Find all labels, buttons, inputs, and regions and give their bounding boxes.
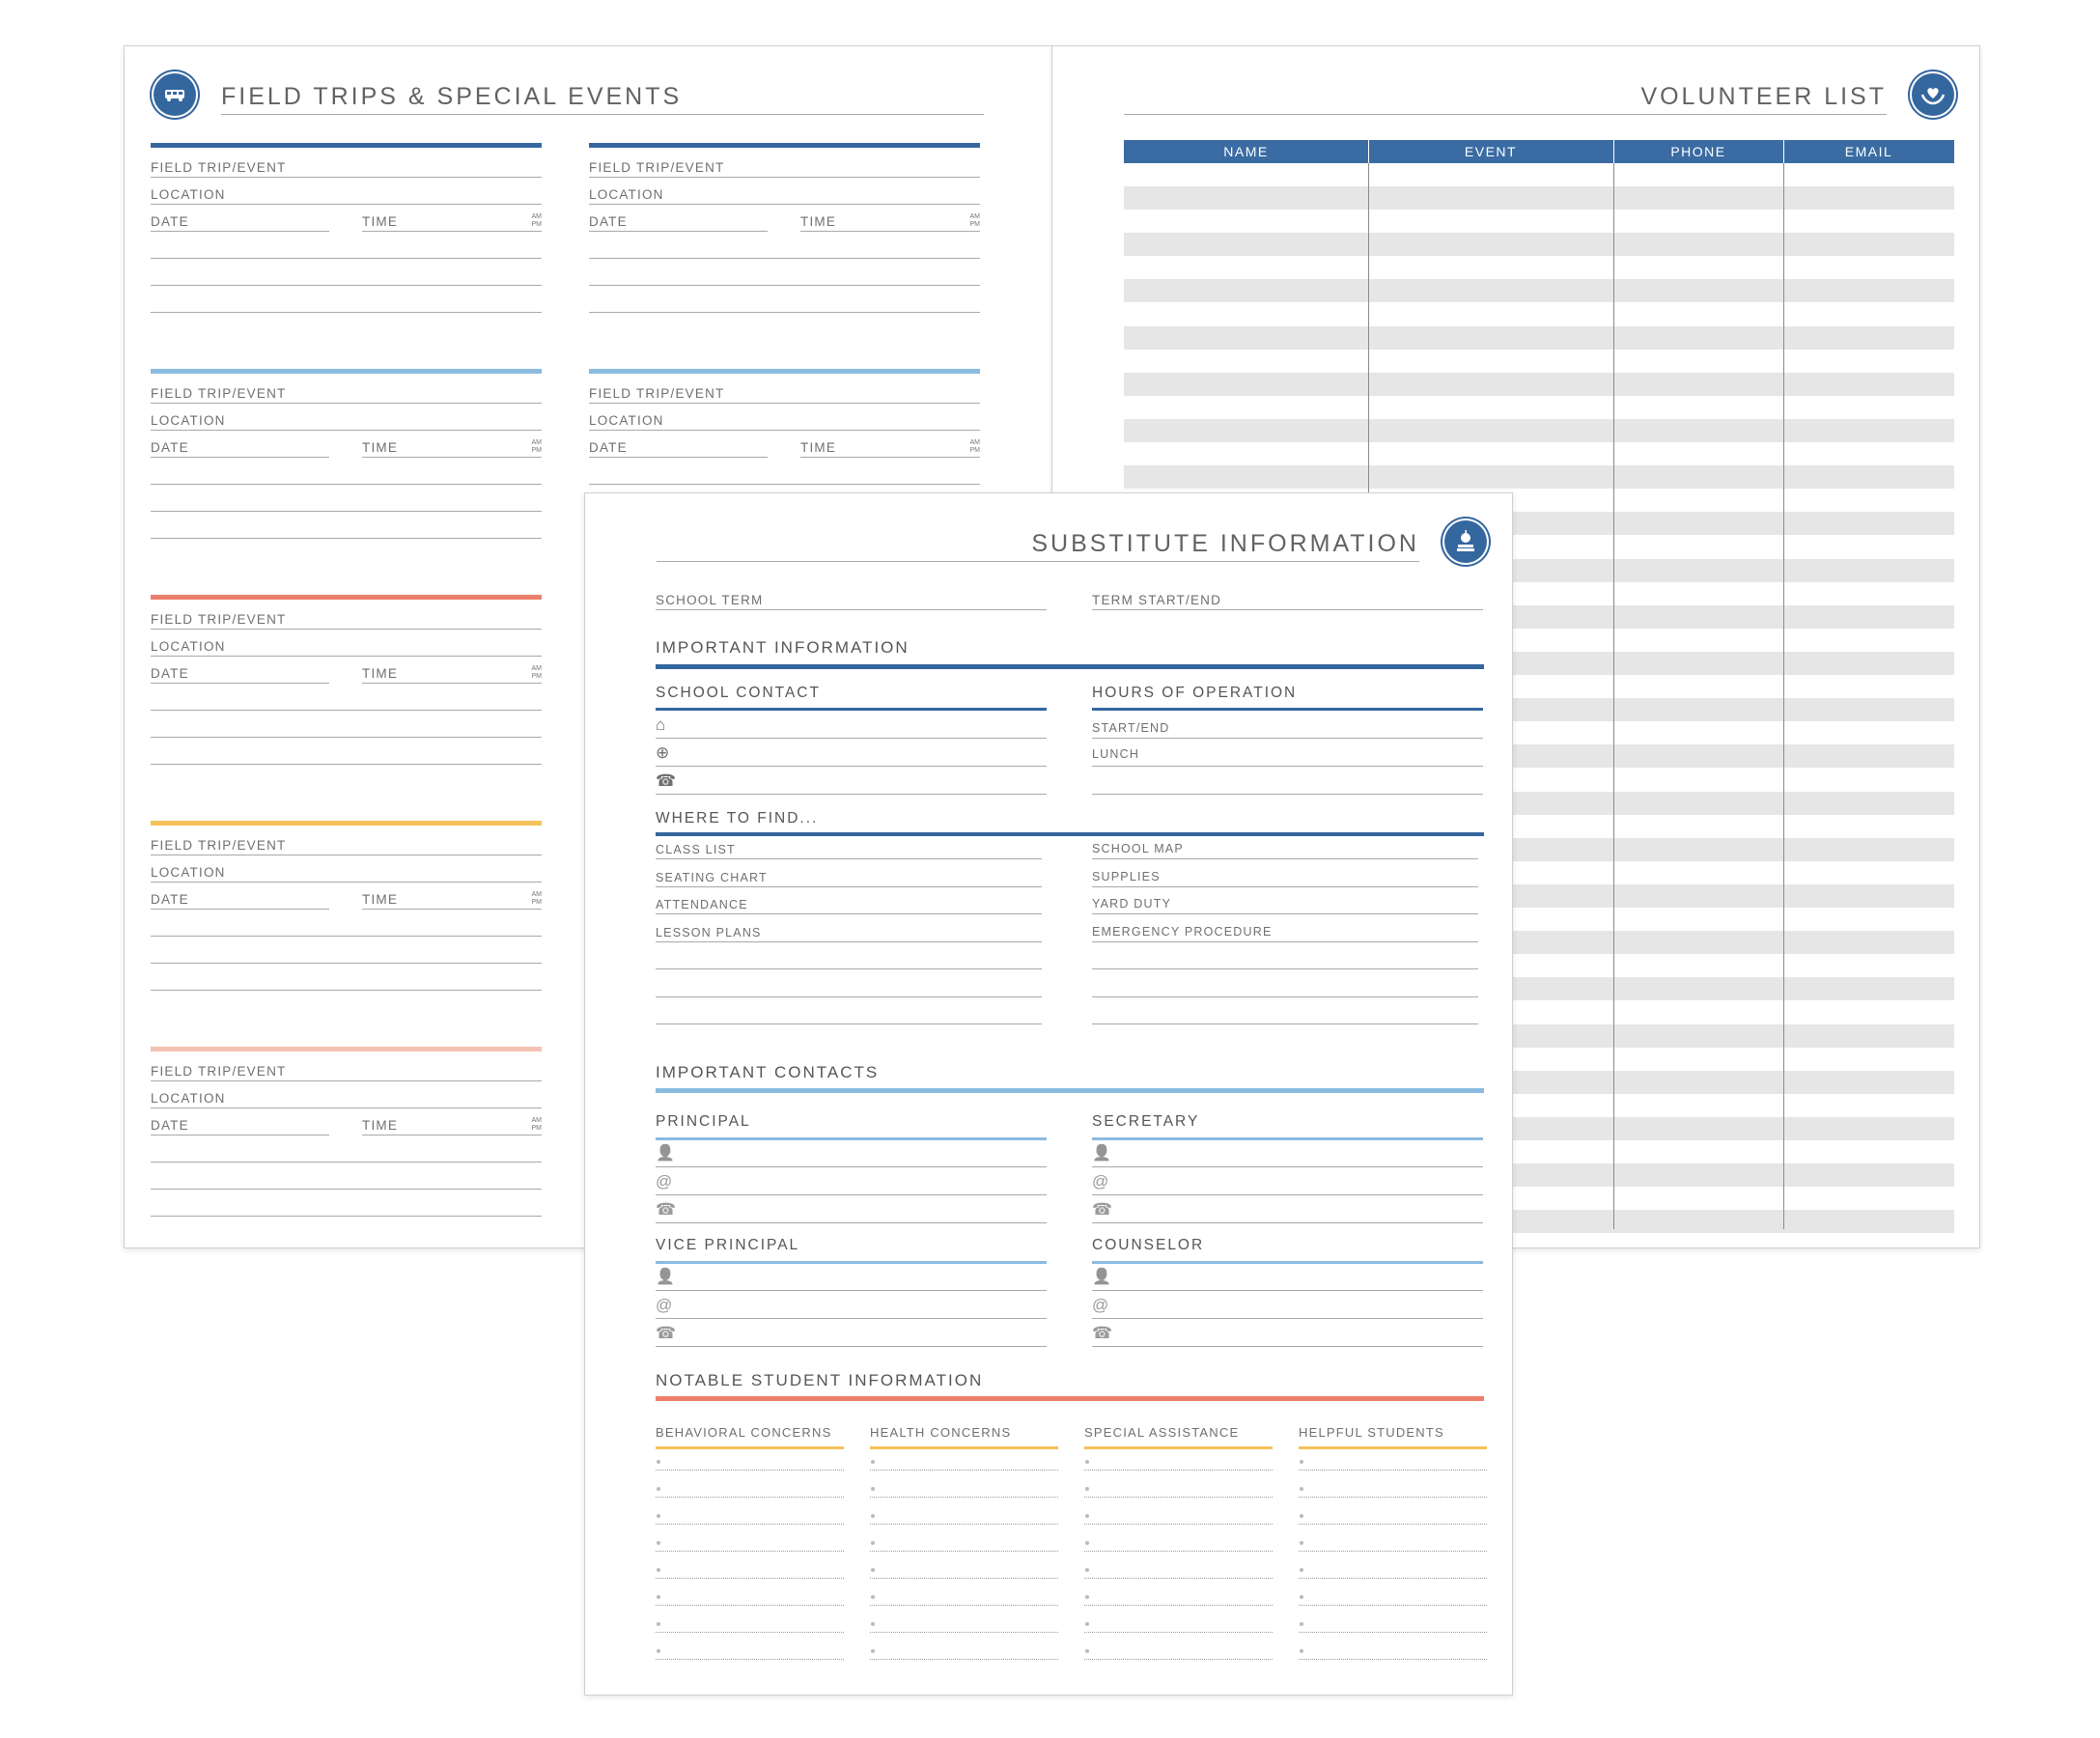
where-field[interactable]: [656, 996, 1042, 997]
bullet-dot: [871, 1568, 875, 1572]
student-note-line[interactable]: [1084, 1578, 1273, 1579]
location-field[interactable]: [589, 204, 980, 205]
am-pm-marker: [520, 665, 542, 681]
event-color-bar: [151, 369, 542, 374]
where-item-label: ATTENDANCE: [656, 898, 748, 911]
pm-label: PM: [531, 447, 542, 454]
student-note-line[interactable]: [870, 1659, 1058, 1660]
contact-title: VICE PRINCIPAL: [656, 1237, 800, 1253]
bullet-dot: [657, 1541, 660, 1545]
heart-hands-icon: [1912, 73, 1954, 116]
contact-title: COUNSELOR: [1092, 1237, 1205, 1253]
student-note-line[interactable]: [870, 1551, 1058, 1552]
time-field[interactable]: [362, 457, 542, 458]
event-color-bar: [151, 595, 542, 600]
column-header: EMAIL: [1783, 140, 1954, 163]
location-label: LOCATION: [151, 413, 226, 428]
time-label: TIME: [362, 666, 399, 681]
where-item-label: SEATING CHART: [656, 870, 768, 884]
time-field[interactable]: [800, 457, 980, 458]
where-field[interactable]: [656, 913, 1042, 914]
am-label: AM: [531, 665, 542, 672]
date-field[interactable]: [151, 909, 329, 910]
notes-line[interactable]: [151, 990, 542, 991]
term-start-end-field[interactable]: [1092, 609, 1483, 610]
column-header: EVENT: [1368, 140, 1613, 163]
student-note-line[interactable]: [870, 1605, 1058, 1606]
student-note-line[interactable]: [1299, 1659, 1487, 1660]
bullet-dot: [1300, 1568, 1303, 1572]
student-note-line[interactable]: [1084, 1659, 1273, 1660]
location-label: LOCATION: [589, 187, 664, 202]
bullet-dot: [1085, 1541, 1089, 1545]
table-row[interactable]: [1124, 419, 1954, 442]
where-item-label: SUPPLIES: [1092, 869, 1161, 883]
pm-label: PM: [531, 221, 542, 228]
location-label: LOCATION: [151, 1091, 226, 1106]
phone-icon: ☎: [656, 771, 677, 790]
person-icon: 👤: [1092, 1145, 1111, 1162]
bullet-dot: [1085, 1622, 1089, 1626]
event-color-bar: [589, 143, 980, 148]
notes-line[interactable]: [589, 312, 980, 313]
event-color-bar: [589, 369, 980, 374]
location-field[interactable]: [151, 430, 542, 431]
term-start-end-label: TERM START/END: [1092, 593, 1222, 607]
date-label: DATE: [151, 1118, 189, 1133]
time-label: TIME: [362, 440, 399, 455]
table-row[interactable]: [1124, 233, 1954, 256]
bullet-dot: [657, 1487, 660, 1491]
am-label: AM: [969, 213, 980, 220]
event-color-bar: [151, 143, 542, 148]
am-pm-marker: [520, 891, 542, 907]
notes-line[interactable]: [151, 484, 542, 485]
globe-icon: ⊕: [656, 743, 670, 762]
section-title: NOTABLE STUDENT INFORMATION: [656, 1371, 984, 1389]
person-icon: 👤: [1092, 1269, 1111, 1285]
email-icon: @: [1092, 1172, 1109, 1191]
time-label: TIME: [800, 440, 837, 455]
date-field[interactable]: [151, 231, 329, 232]
bullet-dot: [871, 1541, 875, 1545]
field-trip-label: FIELD TRIP/EVENT: [151, 612, 287, 627]
page-title: SUBSTITUTE INFORMATION: [1031, 530, 1419, 557]
student-note-line[interactable]: [656, 1470, 844, 1471]
bullet-dot: [657, 1460, 660, 1464]
section-title: IMPORTANT CONTACTS: [656, 1063, 880, 1081]
bullet-dot: [1300, 1622, 1303, 1626]
email-icon: @: [656, 1172, 673, 1191]
date-field[interactable]: [151, 457, 329, 458]
field-trip-field[interactable]: [151, 629, 542, 630]
student-column-title: BEHAVIORAL CONCERNS: [656, 1425, 832, 1440]
notes-line[interactable]: [151, 963, 542, 964]
student-note-line[interactable]: [1299, 1497, 1487, 1498]
school-term-label: SCHOOL TERM: [656, 593, 764, 607]
date-label: DATE: [151, 214, 189, 229]
bullet-dot: [871, 1514, 875, 1518]
notes-line[interactable]: [151, 1216, 542, 1217]
time-label: TIME: [362, 892, 399, 907]
am-pm-marker: [520, 213, 542, 229]
where-item-label: YARD DUTY: [1092, 897, 1172, 911]
pm-label: PM: [531, 1125, 542, 1132]
where-field[interactable]: [656, 858, 1042, 859]
where-field[interactable]: [656, 886, 1042, 887]
where-item-label: SCHOOL MAP: [1092, 842, 1184, 855]
table-row[interactable]: [1124, 186, 1954, 210]
time-field[interactable]: [362, 231, 542, 232]
bullet-dot: [1085, 1514, 1089, 1518]
student-note-line[interactable]: [656, 1524, 844, 1525]
student-column-title: SPECIAL ASSISTANCE: [1084, 1425, 1240, 1440]
phone-icon: ☎: [656, 1200, 677, 1219]
bullet-dot: [1300, 1541, 1303, 1545]
student-note-line[interactable]: [656, 1632, 844, 1633]
student-note-line[interactable]: [656, 1578, 844, 1579]
date-label: DATE: [151, 440, 189, 455]
bullet-dot: [871, 1595, 875, 1599]
bullet-dot: [871, 1460, 875, 1464]
date-field[interactable]: [151, 683, 329, 684]
bullet-dot: [657, 1568, 660, 1572]
student-note-line[interactable]: [870, 1632, 1058, 1633]
student-note-line[interactable]: [1084, 1497, 1273, 1498]
column-divider: [1613, 140, 1614, 1229]
bullet-dot: [1300, 1487, 1303, 1491]
student-note-line[interactable]: [870, 1497, 1058, 1498]
student-note-line[interactable]: [1084, 1551, 1273, 1552]
where-field[interactable]: [1092, 886, 1478, 887]
hours-of-operation-label: HOURS OF OPERATION: [1092, 685, 1298, 701]
home-icon: ⌂: [656, 715, 666, 734]
section-title: IMPORTANT INFORMATION: [656, 638, 910, 657]
location-label: LOCATION: [151, 639, 226, 654]
student-note-line[interactable]: [870, 1524, 1058, 1525]
event-color-bar: [151, 821, 542, 826]
time-field[interactable]: [362, 909, 542, 910]
am-label: AM: [531, 1117, 542, 1124]
page-title: VOLUNTEER LIST: [1640, 83, 1887, 110]
bullet-dot: [871, 1622, 875, 1626]
notes-line[interactable]: [151, 764, 542, 765]
notes-line[interactable]: [151, 312, 542, 313]
section-bar: [656, 664, 1484, 669]
where-field[interactable]: [1092, 913, 1478, 914]
am-label: AM: [531, 213, 542, 220]
bullet-dot: [1300, 1649, 1303, 1653]
where-item-label: LESSON PLANS: [656, 925, 762, 939]
field-trip-label: FIELD TRIP/EVENT: [151, 838, 287, 853]
bullet-dot: [1085, 1568, 1089, 1572]
notes-line[interactable]: [589, 484, 980, 485]
bullet-dot: [871, 1487, 875, 1491]
column-divider: [1783, 140, 1784, 1229]
school-term-field[interactable]: [656, 609, 1047, 610]
location-field[interactable]: [151, 1107, 542, 1108]
am-label: AM: [531, 891, 542, 898]
date-field[interactable]: [589, 457, 768, 458]
notes-line[interactable]: [151, 1162, 542, 1163]
notes-line[interactable]: [589, 285, 980, 286]
page-title: FIELD TRIPS & SPECIAL EVENTS: [221, 83, 683, 110]
bullet-dot: [871, 1649, 875, 1653]
bullet-dot: [657, 1622, 660, 1626]
where-field[interactable]: [1092, 858, 1478, 859]
notes-line[interactable]: [151, 1189, 542, 1190]
time-label: TIME: [800, 214, 837, 229]
student-note-line[interactable]: [1299, 1632, 1487, 1633]
bullet-dot: [1085, 1487, 1089, 1491]
student-note-line[interactable]: [870, 1470, 1058, 1471]
date-field[interactable]: [589, 231, 768, 232]
date-label: DATE: [151, 666, 189, 681]
where-field[interactable]: [1092, 941, 1478, 942]
notes-line[interactable]: [151, 538, 542, 539]
substitute-information-page: [584, 492, 1513, 1696]
where-item-label: EMERGENCY PROCEDURE: [1092, 924, 1273, 939]
am-label: AM: [531, 439, 542, 446]
student-note-line[interactable]: [1299, 1551, 1487, 1552]
bus-icon: [154, 73, 196, 116]
student-note-line[interactable]: [1299, 1470, 1487, 1471]
school-contact-label: SCHOOL CONTACT: [656, 685, 821, 701]
am-pm-marker: [520, 439, 542, 455]
bullet-dot: [657, 1595, 660, 1599]
bullet-dot: [1085, 1649, 1089, 1653]
where-field[interactable]: [1092, 1023, 1478, 1024]
location-field[interactable]: [151, 882, 542, 883]
student-note-line[interactable]: [656, 1551, 844, 1552]
am-label: AM: [969, 439, 980, 446]
student-note-line[interactable]: [1299, 1605, 1487, 1606]
field-trip-label: FIELD TRIP/EVENT: [151, 1064, 287, 1079]
am-pm-marker: [520, 1117, 542, 1133]
field-trip-label: FIELD TRIP/EVENT: [589, 160, 725, 175]
bullet-dot: [657, 1514, 660, 1518]
notes-line[interactable]: [151, 258, 542, 259]
student-column-title: HEALTH CONCERNS: [870, 1425, 1012, 1440]
bullet-dot: [1300, 1595, 1303, 1599]
table-row[interactable]: [1124, 326, 1954, 350]
location-label: LOCATION: [151, 187, 226, 202]
time-label: TIME: [362, 1118, 399, 1133]
where-field[interactable]: [656, 941, 1042, 942]
header-divider: [1368, 140, 1369, 163]
field-trip-field[interactable]: [589, 403, 980, 404]
bullet-dot: [1085, 1595, 1089, 1599]
where-item-label: CLASS LIST: [656, 843, 736, 856]
apple-books-icon: [1444, 520, 1487, 563]
email-icon: @: [1092, 1296, 1109, 1314]
where-field[interactable]: [656, 1023, 1042, 1024]
bullet-dot: [657, 1649, 660, 1653]
phone-icon: ☎: [1092, 1324, 1113, 1342]
person-icon: 👤: [656, 1269, 675, 1285]
student-note-line[interactable]: [1299, 1524, 1487, 1525]
location-label: LOCATION: [589, 413, 664, 428]
student-note-line[interactable]: [870, 1578, 1058, 1579]
date-label: DATE: [151, 892, 189, 907]
date-label: DATE: [589, 214, 628, 229]
notes-line[interactable]: [151, 737, 542, 738]
am-pm-marker: [959, 439, 980, 455]
header-divider: [1783, 140, 1784, 163]
contact-title: SECRETARY: [1092, 1113, 1200, 1130]
time-field[interactable]: [800, 231, 980, 232]
field-trip-field[interactable]: [151, 1080, 542, 1081]
field-trip-field[interactable]: [151, 403, 542, 404]
location-label: LOCATION: [151, 865, 226, 880]
column-header: NAME: [1124, 140, 1368, 163]
table-row[interactable]: [1124, 465, 1954, 489]
student-note-line[interactable]: [1084, 1470, 1273, 1471]
date-label: DATE: [589, 440, 628, 455]
notes-line[interactable]: [151, 936, 542, 937]
location-field[interactable]: [151, 656, 542, 657]
header-divider: [1613, 140, 1614, 163]
where-to-find-title: WHERE TO FIND...: [656, 810, 819, 827]
where-field[interactable]: [1092, 968, 1478, 969]
student-note-line[interactable]: [656, 1605, 844, 1606]
student-note-line[interactable]: [656, 1497, 844, 1498]
where-field[interactable]: [656, 968, 1042, 969]
column-header: PHONE: [1613, 140, 1783, 163]
pm-label: PM: [969, 447, 980, 454]
am-pm-marker: [959, 213, 980, 229]
phone-icon: ☎: [656, 1324, 677, 1342]
table-row[interactable]: [1124, 373, 1954, 396]
field-trip-field[interactable]: [589, 177, 980, 178]
contact-title: PRINCIPAL: [656, 1113, 751, 1130]
time-field[interactable]: [362, 683, 542, 684]
person-icon: 👤: [656, 1145, 675, 1162]
notes-line[interactable]: [151, 285, 542, 286]
time-label: TIME: [362, 214, 399, 229]
student-note-line[interactable]: [1084, 1632, 1273, 1633]
where-field[interactable]: [1092, 996, 1478, 997]
field-trip-field[interactable]: [151, 177, 542, 178]
location-field[interactable]: [589, 430, 980, 431]
student-note-line[interactable]: [1084, 1605, 1273, 1606]
phone-icon: ☎: [1092, 1200, 1113, 1219]
bullet-dot: [1085, 1460, 1089, 1464]
student-note-line[interactable]: [656, 1659, 844, 1660]
notes-line[interactable]: [151, 710, 542, 711]
student-column-title: HELPFUL STUDENTS: [1299, 1425, 1444, 1440]
field-trip-label: FIELD TRIP/EVENT: [151, 386, 287, 401]
email-icon: @: [656, 1296, 673, 1314]
start-end-label: START/END: [1092, 721, 1170, 735]
table-row[interactable]: [1124, 279, 1954, 302]
event-color-bar: [151, 1047, 542, 1051]
bullet-dot: [1300, 1514, 1303, 1518]
location-field[interactable]: [151, 204, 542, 205]
student-note-line[interactable]: [1299, 1578, 1487, 1579]
notes-line[interactable]: [151, 511, 542, 512]
notes-line[interactable]: [589, 258, 980, 259]
bullet-dot: [1300, 1460, 1303, 1464]
pm-label: PM: [969, 221, 980, 228]
lunch-label: LUNCH: [1092, 747, 1140, 761]
pm-label: PM: [531, 673, 542, 680]
field-trip-label: FIELD TRIP/EVENT: [151, 160, 287, 175]
pm-label: PM: [531, 899, 542, 906]
student-note-line[interactable]: [1084, 1524, 1273, 1525]
field-trip-label: FIELD TRIP/EVENT: [589, 386, 725, 401]
